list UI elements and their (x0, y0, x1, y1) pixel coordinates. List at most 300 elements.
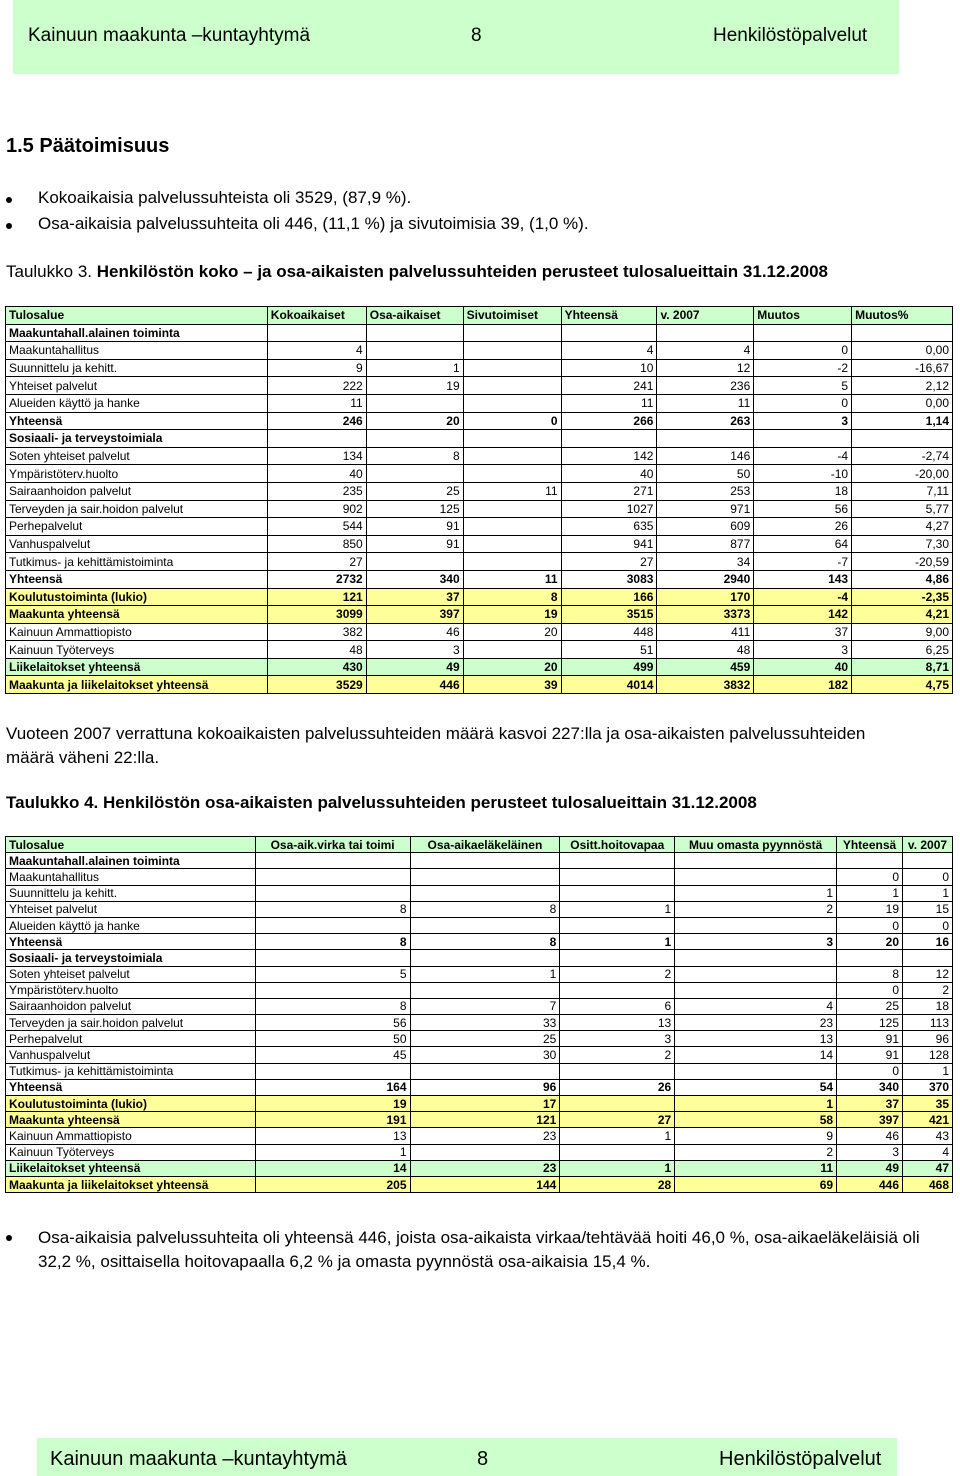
table-cell: 12 (903, 966, 953, 982)
table-row (6, 394, 953, 412)
table-cell: 10 (561, 359, 657, 377)
table-cell: 26 (754, 518, 852, 536)
table-row (6, 1160, 953, 1176)
table-cell: -7 (754, 553, 852, 571)
table-cell: 3 (675, 934, 837, 950)
table-cell: 40 (267, 465, 366, 483)
row-label: Kainuun Ammattiopisto (6, 623, 268, 641)
table-row (6, 500, 953, 518)
table-cell (366, 553, 463, 571)
row-label: Alueiden käyttö ja hanke (6, 394, 268, 412)
row-label: Kainuun Työterveys (6, 641, 268, 659)
table-cell: 241 (561, 377, 657, 395)
table-cell: 2732 (267, 570, 366, 588)
table-cell: 850 (267, 535, 366, 553)
table-cell: 13 (255, 1128, 410, 1144)
table-cell: 25 (366, 482, 463, 500)
table-cell: 143 (754, 570, 852, 588)
table-cell: 37 (837, 1096, 903, 1112)
table-cell (255, 869, 410, 885)
table-cell: 877 (657, 535, 754, 553)
row-label: Soten yhteiset palvelut (6, 447, 268, 465)
column-header: Tulosalue (6, 307, 268, 325)
table-cell: 37 (366, 588, 463, 606)
table-cell: 421 (903, 1112, 953, 1128)
header-page-number: 8 (471, 25, 482, 46)
table-cell (463, 535, 561, 553)
table-cell (255, 982, 410, 998)
table-cell: 2 (675, 901, 837, 917)
header-org: Kainuun maakunta –kuntayhtymä (28, 25, 311, 46)
table-cell (675, 982, 837, 998)
table-row (6, 1031, 953, 1047)
footer-org: Kainuun maakunta –kuntayhtymä (50, 1448, 347, 1470)
bullet-icon (6, 1235, 12, 1241)
row-label: Sosiaali- ja terveystoimiala (6, 430, 268, 448)
table-cell: 11 (267, 394, 366, 412)
table-cell: 20 (463, 623, 561, 641)
table-cell: 45 (255, 1047, 410, 1063)
table-cell (463, 518, 561, 536)
table-cell (560, 1063, 675, 1079)
column-header: Muutos (754, 307, 852, 325)
row-label: Yhteiset palvelut (6, 901, 256, 917)
table-cell: 144 (410, 1176, 560, 1192)
table-cell: 8 (255, 934, 410, 950)
table-cell: 39 (463, 676, 561, 694)
table-cell (463, 359, 561, 377)
table-cell: 5 (255, 966, 410, 982)
table-cell: 8 (410, 901, 560, 917)
table-cell: 4,86 (852, 570, 953, 588)
table-cell: 4,75 (852, 676, 953, 694)
table-cell (675, 966, 837, 982)
table-cell: 6 (560, 998, 675, 1014)
table-cell: 1 (410, 966, 560, 982)
column-header: Tulosalue (6, 837, 256, 853)
row-label: Vanhuspalvelut (6, 535, 268, 553)
table-cell (255, 950, 410, 966)
table-row (6, 1128, 953, 1144)
column-header: v. 2007 (657, 307, 754, 325)
row-label: Terveyden ja sair.hoidon palvelut (6, 500, 268, 518)
table-cell: 91 (366, 535, 463, 553)
table-cell: 134 (267, 447, 366, 465)
table-row (6, 465, 953, 483)
table-cell (463, 500, 561, 518)
table-cell (463, 641, 561, 659)
table-cell: 16 (903, 934, 953, 950)
table-cell (657, 324, 754, 342)
table-cell: 11 (561, 394, 657, 412)
table-cell: 23 (675, 1015, 837, 1031)
table-cell: 7 (410, 998, 560, 1014)
row-label: Sairaanhoidon palvelut (6, 998, 256, 1014)
table-cell: 941 (561, 535, 657, 553)
row-label: Perhepalvelut (6, 518, 268, 536)
table-cell: -2,35 (852, 588, 953, 606)
table-cell: 1 (903, 1063, 953, 1079)
table-cell: 20 (366, 412, 463, 430)
table-row (6, 901, 953, 917)
row-label: Maakuntahallitus (6, 342, 268, 360)
table-cell: 246 (267, 412, 366, 430)
page-header (13, 0, 899, 74)
table-cell: 0 (837, 917, 903, 933)
row-label: Kainuun Työterveys (6, 1144, 256, 1160)
table-cell: 23 (410, 1128, 560, 1144)
table-header-row (6, 837, 953, 853)
table-row (6, 535, 953, 553)
bullet-text: Kokoaikaisia palvelussuhteista oli 3529, (87,9 %). (38, 188, 412, 207)
table-cell: 236 (657, 377, 754, 395)
table1-caption (6, 262, 828, 282)
table-cell (675, 1063, 837, 1079)
table-row (6, 518, 953, 536)
row-label: Liikelaitokset yhteensä (6, 1160, 256, 1176)
table-cell: 27 (561, 553, 657, 571)
row-label: Ympäristöterv.huolto (6, 465, 268, 483)
column-header: Kokoaikaiset (267, 307, 366, 325)
table-row (6, 950, 953, 966)
table-cell (852, 324, 953, 342)
table-cell: -20,59 (852, 553, 953, 571)
table-cell: 128 (903, 1047, 953, 1063)
table2-caption (6, 793, 757, 813)
table-cell: 170 (657, 588, 754, 606)
table-cell: 3529 (267, 676, 366, 694)
table-cell (675, 950, 837, 966)
table-cell: 2 (903, 982, 953, 998)
table-cell: 15 (903, 901, 953, 917)
table-cell: 430 (267, 658, 366, 676)
column-header: Yhteensä (561, 307, 657, 325)
table-cell: 340 (837, 1079, 903, 1095)
table-cell (675, 853, 837, 869)
table-cell: 47 (903, 1160, 953, 1176)
row-label: Maakuntahallitus (6, 869, 256, 885)
table-row (6, 998, 953, 1014)
table-cell: 2,12 (852, 377, 953, 395)
table-cell: 40 (754, 658, 852, 676)
table-cell: 397 (837, 1112, 903, 1128)
table-cell (366, 342, 463, 360)
table-cell: 35 (903, 1096, 953, 1112)
table-row (6, 1047, 953, 1063)
row-label: Maakunta yhteensä (6, 1112, 256, 1128)
table-cell (903, 950, 953, 966)
table-cell: 4,27 (852, 518, 953, 536)
table-row (6, 853, 953, 869)
table-cell (255, 1063, 410, 1079)
table-cell (560, 917, 675, 933)
table-cell: 37 (754, 623, 852, 641)
table-cell: 56 (754, 500, 852, 518)
section-title: 1.5 Päätoimisuus (6, 135, 170, 157)
table-cell: 5 (754, 377, 852, 395)
table-row (6, 623, 953, 641)
table-cell (463, 553, 561, 571)
table-cell: 1 (255, 1144, 410, 1160)
table-cell: 3 (366, 641, 463, 659)
table-cell: 0 (837, 1063, 903, 1079)
table-cell: 235 (267, 482, 366, 500)
table-cell: 142 (754, 606, 852, 624)
table-cell: 46 (837, 1128, 903, 1144)
row-label: Koulutustoiminta (lukio) (6, 1096, 256, 1112)
table-cell: 271 (561, 482, 657, 500)
table-cell: 91 (837, 1047, 903, 1063)
table-cell: 0 (837, 869, 903, 885)
table-cell: 1,14 (852, 412, 953, 430)
table-cell: 13 (675, 1031, 837, 1047)
table-cell: 18 (754, 482, 852, 500)
table-header-row (6, 307, 953, 325)
row-label: Sairaanhoidon palvelut (6, 482, 268, 500)
table-cell (410, 982, 560, 998)
table-cell: 2940 (657, 570, 754, 588)
table-cell: -10 (754, 465, 852, 483)
row-label: Yhteensä (6, 570, 268, 588)
table-cell: 4014 (561, 676, 657, 694)
table-row (6, 1079, 953, 1095)
table-cell: 54 (675, 1079, 837, 1095)
table-cell: 91 (837, 1031, 903, 1047)
row-label: Koulutustoiminta (lukio) (6, 588, 268, 606)
table-cell: 46 (366, 623, 463, 641)
table-row (6, 324, 953, 342)
table-cell: 191 (255, 1112, 410, 1128)
table-row (6, 447, 953, 465)
table-cell: 7,11 (852, 482, 953, 500)
table-cell: 4 (561, 342, 657, 360)
table-cell: 8 (463, 588, 561, 606)
table-cell: 49 (366, 658, 463, 676)
bullet-icon (6, 197, 12, 203)
table-cell: 121 (267, 588, 366, 606)
table-cell: 58 (675, 1112, 837, 1128)
table-cell: 544 (267, 518, 366, 536)
table-row (6, 934, 953, 950)
table-cell: 43 (903, 1128, 953, 1144)
table-row (6, 869, 953, 885)
table-cell (410, 853, 560, 869)
table-cell: 11 (463, 570, 561, 588)
table-cell: 51 (561, 641, 657, 659)
table-cell: -20,00 (852, 465, 953, 483)
table-cell: 11 (463, 482, 561, 500)
table-cell: 3083 (561, 570, 657, 588)
table-cell: 4 (267, 342, 366, 360)
table-row (6, 430, 953, 448)
table-cell: 9 (675, 1128, 837, 1144)
bullet-icon (6, 223, 12, 229)
table-row (6, 1063, 953, 1079)
table-cell (560, 869, 675, 885)
table-cell: 448 (561, 623, 657, 641)
table-row (6, 588, 953, 606)
column-header: Muutos% (852, 307, 953, 325)
table-row (6, 1112, 953, 1128)
table2-caption-label: Taulukko 4. (6, 793, 99, 812)
table-cell: 14 (675, 1047, 837, 1063)
table-cell: 3 (754, 412, 852, 430)
row-label: Maakuntahall.alainen toiminta (6, 324, 268, 342)
table-cell: 0 (463, 412, 561, 430)
table-cell: 1 (560, 934, 675, 950)
table-cell: 8 (255, 998, 410, 1014)
table-cell: 3832 (657, 676, 754, 694)
row-label: Terveyden ja sair.hoidon palvelut (6, 1015, 256, 1031)
table-cell (255, 853, 410, 869)
table-cell: 20 (837, 934, 903, 950)
table-cell: 9 (267, 359, 366, 377)
table-cell: 446 (837, 1176, 903, 1192)
table-cell (366, 324, 463, 342)
table-cell: 468 (903, 1176, 953, 1192)
table-cell: 499 (561, 658, 657, 676)
table-cell (366, 465, 463, 483)
table-cell: 182 (754, 676, 852, 694)
row-label: Alueiden käyttö ja hanke (6, 917, 256, 933)
table-cell (463, 342, 561, 360)
table-cell (560, 853, 675, 869)
table-cell (463, 377, 561, 395)
table-cell: 0,00 (852, 342, 953, 360)
table-cell: -16,67 (852, 359, 953, 377)
row-label: Yhteensä (6, 934, 256, 950)
staff-size-table (5, 306, 953, 694)
table-cell: 1 (837, 885, 903, 901)
row-label: Suunnittelu ja kehitt. (6, 359, 268, 377)
table-cell (410, 950, 560, 966)
table-cell (463, 465, 561, 483)
column-header: Yhteensä (837, 837, 903, 853)
column-header: Ositt.hoitovapaa (560, 837, 675, 853)
column-header: Osa-aikaiset (366, 307, 463, 325)
table-cell (267, 430, 366, 448)
table-cell: 48 (267, 641, 366, 659)
table-cell (560, 950, 675, 966)
table-cell: 49 (837, 1160, 903, 1176)
table-cell: 205 (255, 1176, 410, 1192)
row-label: Vanhuspalvelut (6, 1047, 256, 1063)
table-cell (255, 885, 410, 901)
table-cell: 370 (903, 1079, 953, 1095)
table-cell: 0 (903, 917, 953, 933)
header-department: Henkilöstöpalvelut (713, 25, 868, 46)
table-cell (463, 394, 561, 412)
table-cell: 56 (255, 1015, 410, 1031)
column-header: v. 2007 (903, 837, 953, 853)
table-row (6, 412, 953, 430)
table-row (6, 885, 953, 901)
table-cell: 166 (561, 588, 657, 606)
table-cell: 1 (560, 1128, 675, 1144)
table-cell: 1 (560, 1160, 675, 1176)
table-cell: 96 (903, 1031, 953, 1047)
table-cell (267, 324, 366, 342)
table-cell: 19 (255, 1096, 410, 1112)
table-cell: 266 (561, 412, 657, 430)
table-cell: 28 (560, 1176, 675, 1192)
table-cell: 125 (837, 1015, 903, 1031)
table-cell: 91 (366, 518, 463, 536)
table-row (6, 1176, 953, 1192)
table-cell (255, 917, 410, 933)
table-cell (366, 430, 463, 448)
table-cell (463, 324, 561, 342)
table-cell (837, 950, 903, 966)
table-cell: 3373 (657, 606, 754, 624)
table-row (6, 1096, 953, 1112)
table-cell: 18 (903, 998, 953, 1014)
table-cell: 142 (561, 447, 657, 465)
table-cell: 11 (675, 1160, 837, 1176)
table1-caption-title: Henkilöstön koko – ja osa-aikaisten palvelussuhteiden perusteet tulosalueittain 31.12.2008 (96, 262, 828, 281)
table-cell: 11 (657, 394, 754, 412)
table-cell: 121 (410, 1112, 560, 1128)
footer-page-number: 8 (477, 1448, 489, 1470)
table-cell: 30 (410, 1047, 560, 1063)
table-cell: 971 (657, 500, 754, 518)
table-cell (410, 869, 560, 885)
table-cell (675, 917, 837, 933)
table-row (6, 1015, 953, 1031)
table-cell: 609 (657, 518, 754, 536)
table-cell (410, 1144, 560, 1160)
row-label: Yhteensä (6, 412, 268, 430)
table-cell: 113 (903, 1015, 953, 1031)
table-row (6, 1144, 953, 1160)
table-cell: -2,74 (852, 447, 953, 465)
row-label: Tutkimus- ja kehittämistoiminta (6, 553, 268, 571)
table-cell: 17 (410, 1096, 560, 1112)
table-cell: 14 (255, 1160, 410, 1176)
row-label: Sosiaali- ja terveystoimiala (6, 950, 256, 966)
table-cell (410, 917, 560, 933)
table-cell: 2 (560, 1047, 675, 1063)
column-header: Muu omasta pyynnöstä (675, 837, 837, 853)
table-cell (837, 853, 903, 869)
table-cell: 8 (366, 447, 463, 465)
table-row (6, 676, 953, 694)
table1-caption-label: Taulukko 3. (6, 262, 92, 281)
table-cell: 50 (657, 465, 754, 483)
table-cell: 3099 (267, 606, 366, 624)
summary-paragraph: Vuoteen 2007 verrattuna kokoaikaisten palvelussuhteiden määrä kasvoi 227:lla ja osa-aikaisten palvelussuhteiden määrä väheni 22:lla. (6, 724, 866, 767)
table-cell: 4 (675, 998, 837, 1014)
table-cell: 48 (657, 641, 754, 659)
table-cell: 3515 (561, 606, 657, 624)
row-label: Yhteiset palvelut (6, 377, 268, 395)
table-cell (560, 885, 675, 901)
table-cell: 0 (754, 342, 852, 360)
table-cell (560, 982, 675, 998)
table-cell: 34 (657, 553, 754, 571)
table-cell: 69 (675, 1176, 837, 1192)
row-label: Maakunta ja liikelaitokset yhteensä (6, 1176, 256, 1192)
table-row (6, 482, 953, 500)
table-cell: 1 (675, 885, 837, 901)
row-label: Tutkimus- ja kehittämistoiminta (6, 1063, 256, 1079)
table-cell: 0,00 (852, 394, 953, 412)
table-cell: 263 (657, 412, 754, 430)
table-row (6, 359, 953, 377)
table-cell: 3 (560, 1031, 675, 1047)
table-row (6, 342, 953, 360)
table-cell: 1 (560, 901, 675, 917)
